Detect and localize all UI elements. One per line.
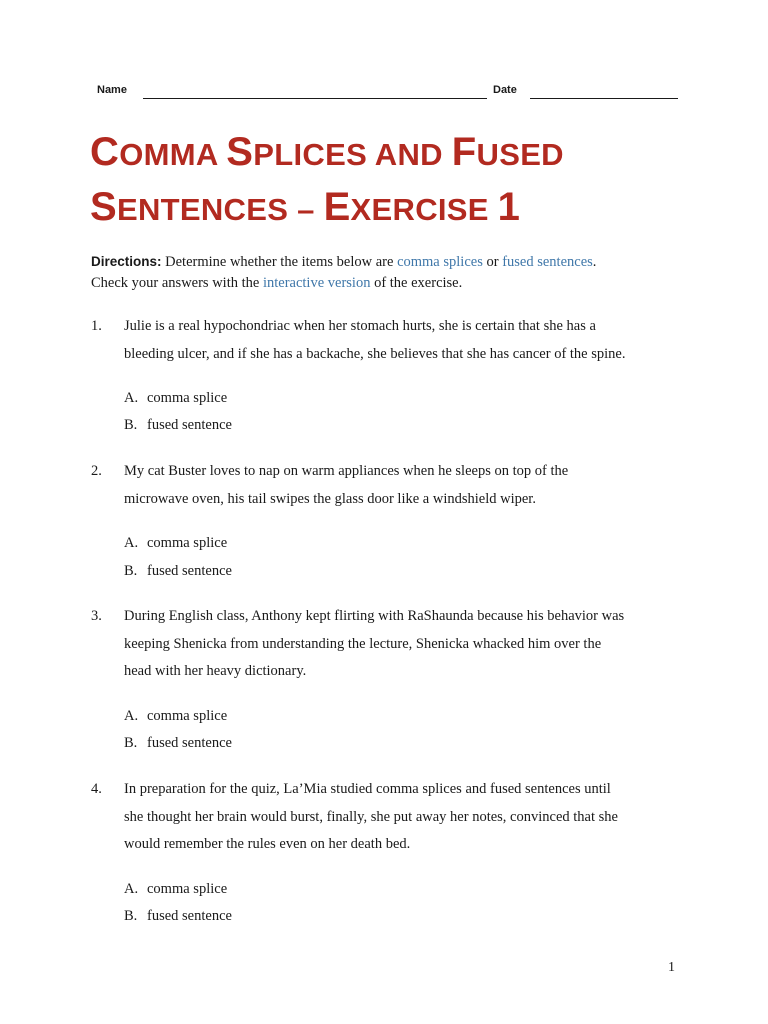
question-text: In preparation for the quiz, La’Mia studied comma splices and fused sentences until she thought her brain would burst, finally, she put away her notes, convinced that she would remember the rules even on her death bed. — [124, 781, 618, 852]
option-a[interactable]: A. comma splice — [124, 708, 228, 724]
option-b[interactable]: B. fused sentence — [124, 417, 232, 433]
title-line-1: COMMA SPLICES AND FUSED — [90, 130, 564, 174]
title-line-2: SENTENCES – EXERCISE 1 — [90, 185, 521, 229]
option-b[interactable]: B. fused sentence — [124, 908, 232, 924]
fused-sentences-link[interactable]: fused sentences — [502, 254, 593, 270]
question-number: 3. — [91, 608, 102, 624]
date-label: Date — [493, 84, 517, 96]
interactive-version-link[interactable]: interactive version — [262, 275, 371, 291]
name-date-header — [97, 84, 678, 102]
question-text: My cat Buster loves to nap on warm appliances when he sleeps on top of the microwave oven, his tail swipes the glass door like a windshield wiper. — [124, 463, 569, 507]
option-a[interactable]: A. comma splice — [124, 535, 228, 551]
name-field-line[interactable] — [143, 98, 487, 99]
question-number: 1. — [91, 318, 102, 334]
page-title — [90, 126, 710, 236]
comma-splices-link[interactable]: comma splices — [397, 254, 483, 270]
option-a[interactable]: A. comma splice — [124, 881, 228, 897]
directions-text: or — [482, 254, 503, 270]
directions — [91, 251, 681, 294]
option-a[interactable]: A. comma splice — [124, 390, 228, 406]
directions-text: of the exercise. — [370, 275, 463, 291]
option-b[interactable]: B. fused sentence — [124, 735, 232, 751]
option-b[interactable]: B. fused sentence — [124, 563, 232, 579]
directions-text: Determine whether the items below are — [161, 254, 398, 270]
page-number: 1 — [668, 960, 675, 975]
date-field-line[interactable] — [530, 98, 678, 99]
question-number: 4. — [91, 781, 102, 797]
name-label: Name — [97, 84, 127, 96]
question-text: Julie is a real hypochondriac when her stomach hurts, she is certain that she has a bleeding ulcer, and if she has a backache, she believes that she has cancer of the spine. — [124, 318, 626, 362]
directions-label: Directions: — [91, 254, 162, 269]
directions-text: Check your answers with the — [91, 275, 263, 291]
question-number: 2. — [91, 463, 102, 479]
question-text: During English class, Anthony kept flirting with RaShaunda because his behavior was keeping Shenicka from understanding the lecture, Shenicka whacked him over the head with her heavy dictionary. — [124, 608, 625, 679]
directions-text: . — [592, 254, 597, 270]
